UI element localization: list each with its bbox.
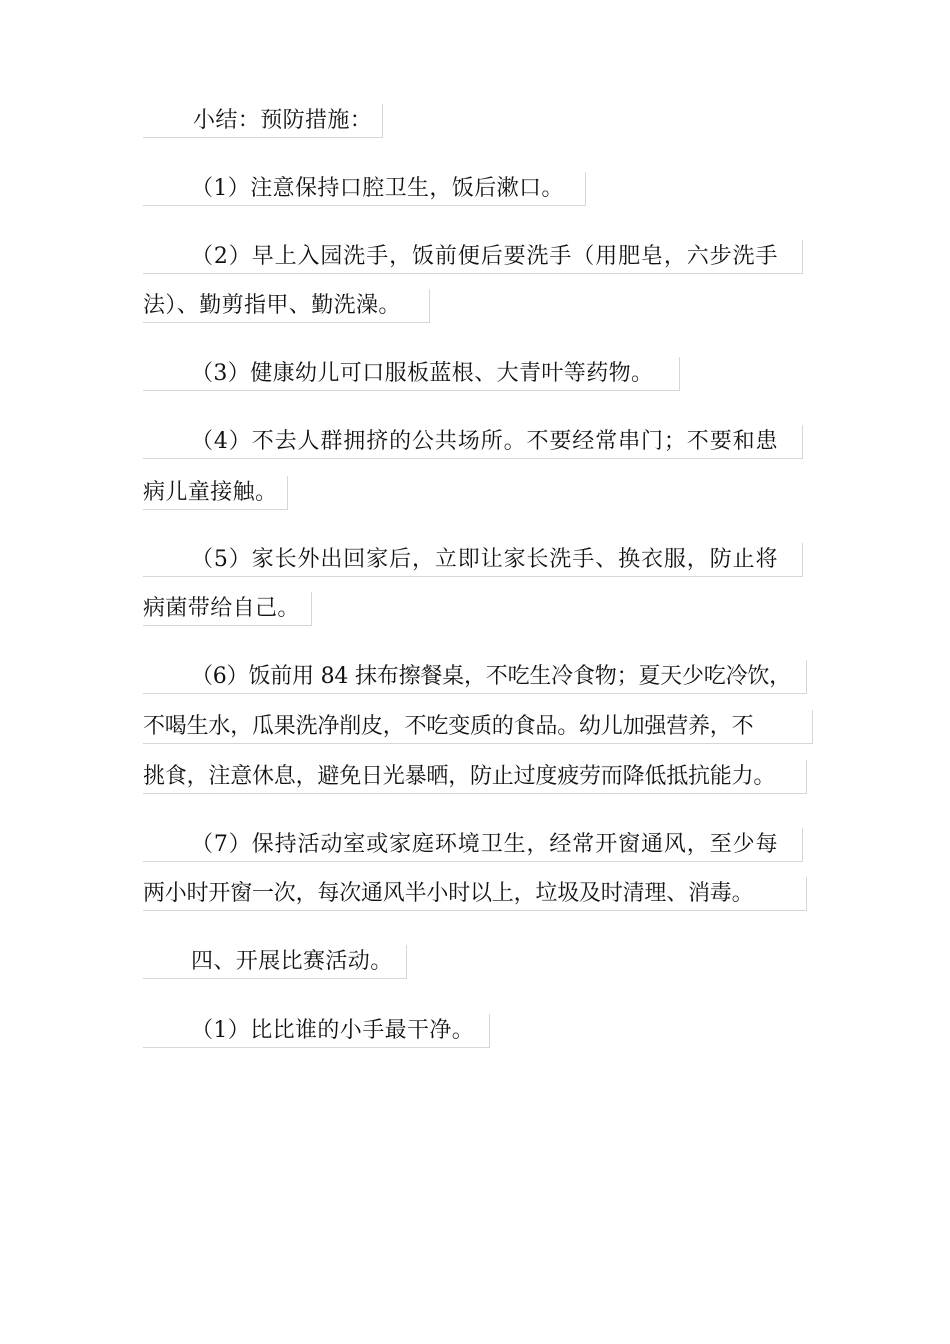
measure-5-line-2: 病菌带给自己。 xyxy=(143,592,312,626)
measure-4-line-2: 病儿童接触。 xyxy=(143,476,288,510)
section-four-heading: 四、开展比赛活动。 xyxy=(143,945,407,979)
measure-5-line-1: （5）家长外出回家后，立即让家长洗手、换衣服，防止将 xyxy=(143,543,803,577)
measure-6-line-1: （6）饭前用 84 抹布擦餐桌，不吃生冷食物；夏天少吃冷饮， xyxy=(143,660,807,694)
measure-2-line-2: 法）、勤剪指甲、勤洗澡。 xyxy=(143,289,430,323)
measure-2-line-1: （2）早上入园洗手，饭前便后要洗手（用肥皂，六步洗手 xyxy=(143,240,803,274)
measure-7-line-1: （7）保持活动室或家庭环境卫生，经常开窗通风，至少每 xyxy=(143,828,803,862)
measure-4-line-1: （4）不去人群拥挤的公共场所。不要经常串门；不要和患 xyxy=(143,425,803,459)
measure-7-line-2: 两小时开窗一次，每次通风半小时以上，垃圾及时清理、消毒。 xyxy=(143,877,807,911)
measure-6-line-3: 挑食，注意休息，避免日光暴晒，防止过度疲劳而降低抵抗能力。 xyxy=(143,760,807,794)
competition-1: （1）比比谁的小手最干净。 xyxy=(143,1014,490,1048)
measure-3: （3）健康幼儿可口服板蓝根、大青叶等药物。 xyxy=(143,357,680,391)
summary-heading: 小结：预防措施： xyxy=(143,104,383,138)
measure-6-line-2: 不喝生水，瓜果洗净削皮，不吃变质的食品。幼儿加强营养，不 xyxy=(143,710,813,744)
measure-1: （1）注意保持口腔卫生，饭后漱口。 xyxy=(143,172,586,206)
